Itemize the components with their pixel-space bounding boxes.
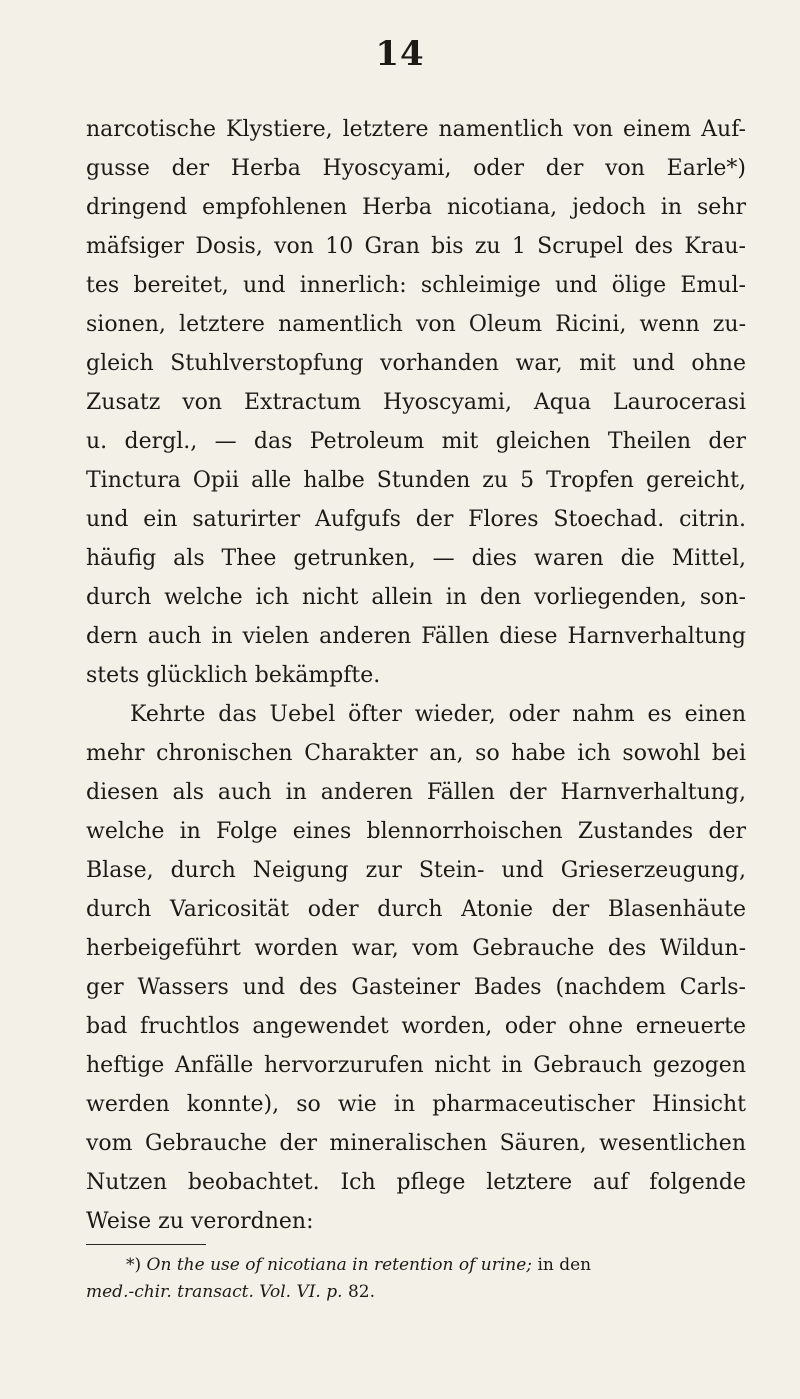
text-line: dringend empfohlenen Herba nicotiana, jedoch in sehr [86,195,746,220]
text-line: u. dergl., — das Petroleum mit gleichen Theilen der [86,429,746,454]
text-line: Weise zu verordnen: [86,1209,314,1234]
text-line: durch welche ich nicht allein in den vorliegenden, son- [86,585,746,610]
footnote-page-ref: 82. [347,1282,375,1302]
text-line: Blase, durch Neigung zur Stein- und Grieserzeugung, [86,858,746,883]
body-text [86,110,746,1241]
page-number: 14 [375,34,425,74]
footnote-line-1 [86,1252,756,1279]
text-line: gusse der Herba Hyoscyami, oder der von Earle*) [86,156,746,181]
text-line: Zusatz von Extractum Hyoscyami, Aqua Laurocerasi [86,390,746,415]
footnote-in-text: in den [537,1255,592,1275]
text-line: diesen als auch in anderen Fällen der Harnverhaltung, [86,780,746,805]
footnote-line-2 [86,1279,756,1306]
text-line: und ein saturirter Aufgufs der Flores Stoechad. citrin. [86,507,746,532]
text-line: dern auch in vielen anderen Fällen diese Harnverhaltung [86,624,746,649]
text-line: welche in Folge eines blennorrhoischen Zustandes der [86,819,746,844]
text-line: tes bereitet, und innerlich: schleimige und ölige Emul- [86,273,746,298]
text-line: herbeigeführt worden war, vom Gebrauche des Wildun- [86,936,746,961]
text-line: durch Varicosität oder durch Atonie der Blasenhäute [86,897,746,922]
footnote [86,1252,756,1306]
text-line: stets glücklich bekämpfte. [86,663,381,688]
footnote-marker: *) [126,1255,142,1275]
text-line: häufig als Thee getrunken, — dies waren die Mittel, [86,546,746,571]
text-line: ger Wassers und des Gasteiner Bades (nachdem Carls- [86,975,746,1000]
text-line: bad fruchtlos angewendet worden, oder ohne erneuerte [86,1014,746,1039]
footnote-source: med.-chir. transact. Vol. VI. p. [86,1282,343,1302]
text-line: werden konnte), so wie in pharmaceutischer Hinsicht [86,1092,746,1117]
text-line: heftige Anfälle hervorzurufen nicht in Gebrauch gezogen [86,1053,746,1078]
text-line: vom Gebrauche der mineralischen Säuren, wesentlichen [86,1131,746,1156]
text-line: mehr chronischen Charakter an, so habe ich sowohl bei [86,741,746,766]
text-line: Nutzen beobachtet. Ich pflege letztere auf folgende [86,1170,746,1195]
footnote-title: On the use of nicotiana in retention of urine; [146,1255,533,1275]
text-line: gleich Stuhlverstopfung vorhanden war, mit und ohne [86,351,746,376]
text-line: mäfsiger Dosis, von 10 Gran bis zu 1 Scrupel des Krau- [86,234,746,259]
text-line: Tinctura Opii alle halbe Stunden zu 5 Tropfen gereicht, [86,468,746,493]
text-line: narcotische Klystiere, letztere namentlich von einem Auf- [86,117,746,142]
footnote-divider [86,1244,206,1245]
text-line: sionen, letztere namentlich von Oleum Ricini, wenn zu- [86,312,746,337]
paragraph-start-line: Kehrte das Uebel öfter wieder, oder nahm es einen [130,702,746,727]
